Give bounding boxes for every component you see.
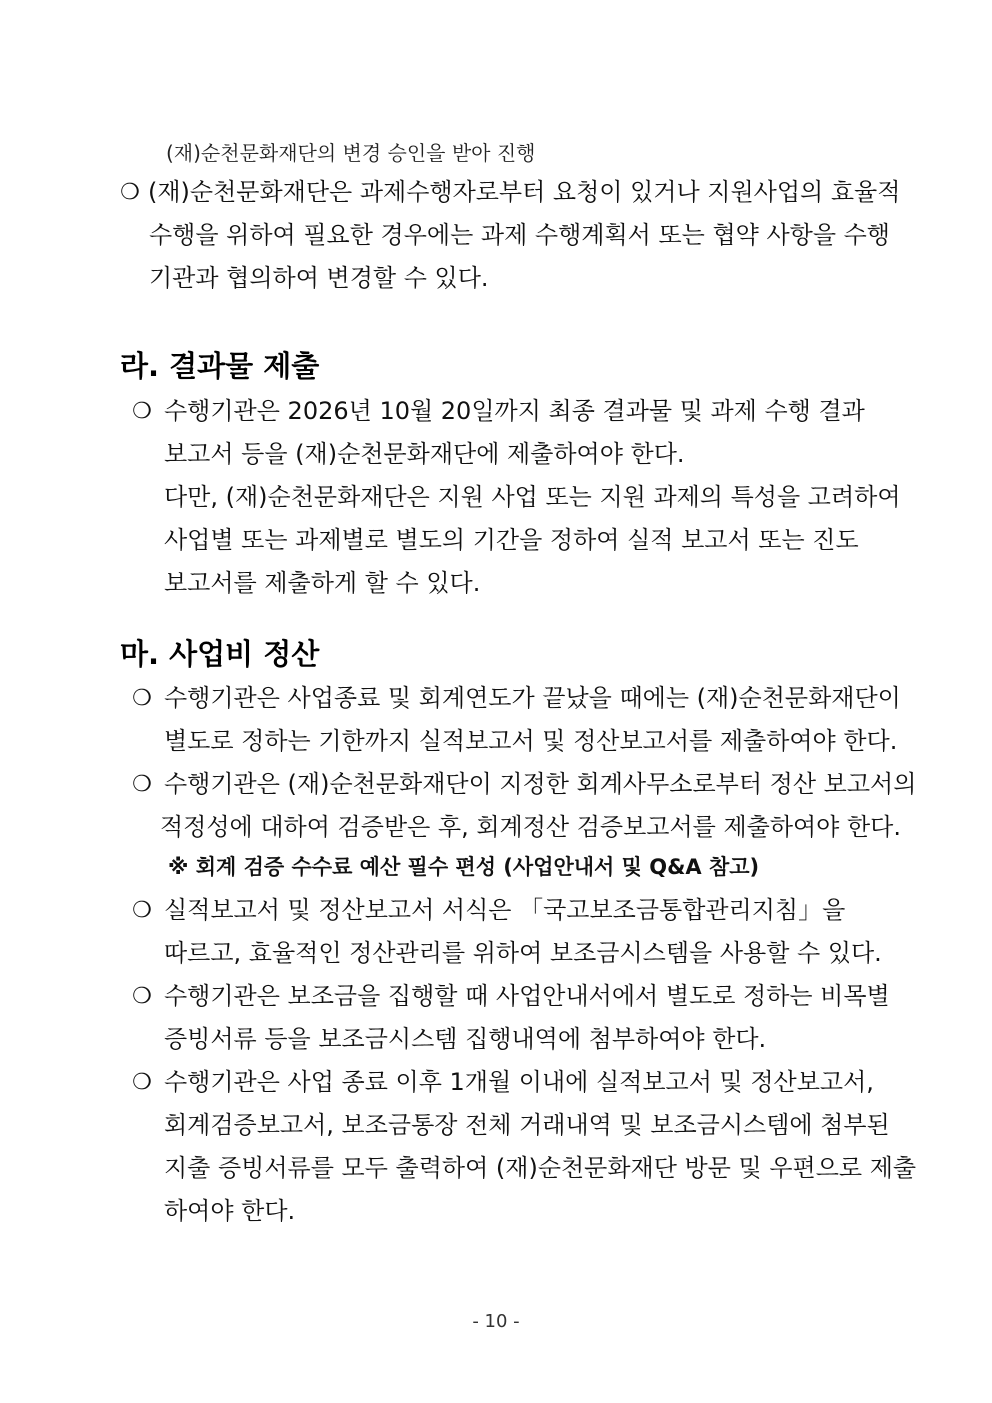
bullet-line: 수행을 위하여 필요한 경우에는 과제 수행계획서 또는 협약 사항을 수행 xyxy=(149,221,890,249)
bullet-line: 수행기관은 (재)순천문화재단이 지정한 회계사무소로부터 정산 보고서의 xyxy=(164,770,917,798)
bullet-line: (재)순천문화재단은 과제수행자로부터 요청이 있거나 지원사업의 효율적 xyxy=(148,178,901,206)
circle-bullet-icon: ❍ xyxy=(132,686,152,711)
bullet-line: 별도로 정하는 기한까지 실적보고서 및 정산보고서를 제출하여야 한다. xyxy=(164,727,898,755)
settlement-bullet-text xyxy=(164,677,901,763)
circle-bullet-icon: ❍ xyxy=(132,772,152,797)
bullet-line: 증빙서류 등을 보조금시스템 집행내역에 첨부하여야 한다. xyxy=(164,1025,767,1053)
bullet-line: 수행기관은 2026년 10월 20일까지 최종 결과물 및 과제 수행 결과 xyxy=(164,397,865,425)
bullet-line: 회계검증보고서, 보조금통장 전체 거래내역 및 보조금시스템에 첨부된 xyxy=(164,1111,890,1139)
page-number: - 10 - xyxy=(472,1311,520,1332)
circle-bullet-icon: ❍ xyxy=(132,898,152,923)
bullet-line: 보고서 등을 (재)순천문화재단에 제출하여야 한다. xyxy=(164,440,685,468)
settlement-bullet-text xyxy=(164,889,882,975)
bullet-line: 실적보고서 및 정산보고서 서식은 「국고보조금통합관리지침」을 xyxy=(164,896,846,924)
bullet-line: 수행기관은 보조금을 집행할 때 사업안내서에서 별도로 정하는 비목별 xyxy=(164,982,890,1010)
results-bullet-text xyxy=(164,390,901,605)
bullet-line: 수행기관은 사업 종료 이후 1개월 이내에 실적보고서 및 정산보고서, xyxy=(164,1068,874,1096)
circle-bullet-icon: ❍ xyxy=(132,1070,152,1095)
circle-bullet-icon: ❍ xyxy=(132,399,152,424)
bullet-line: 수행기관은 사업종료 및 회계연도가 끝났을 때에는 (재)순천문화재단이 xyxy=(164,684,901,712)
settlement-bullet-text xyxy=(160,763,917,849)
bullet-line: 기관과 협의하여 변경할 수 있다. xyxy=(149,264,489,292)
bullet-line: 다만, (재)순천문화재단은 지원 사업 또는 지원 과제의 특성을 고려하여 xyxy=(164,483,901,511)
bullet-line: 사업별 또는 과제별로 별도의 기간을 정하여 실적 보고서 또는 진도 xyxy=(164,526,859,554)
settlement-bullet-text xyxy=(164,1061,916,1233)
section-heading-settlement: 마. 사업비 정산 xyxy=(120,637,320,671)
accounting-fee-note: ※ 회계 검증 수수료 예산 필수 편성 (사업안내서 및 Q&A 참고) xyxy=(168,855,760,879)
bullet-line: 따르고, 효율적인 정산관리를 위하여 보조금시스템을 사용할 수 있다. xyxy=(164,939,882,967)
intro-bullet-text xyxy=(148,171,900,300)
bullet-line: 하여야 한다. xyxy=(164,1197,296,1225)
circle-bullet-icon: ❍ xyxy=(120,180,140,205)
bullet-line: 지출 증빙서류를 모두 출력하여 (재)순천문화재단 방문 및 우편으로 제출 xyxy=(164,1154,917,1182)
continuation-line: (재)순천문화재단의 변경 승인을 받아 진행 xyxy=(166,141,536,165)
settlement-bullet-text xyxy=(164,975,890,1061)
bullet-line: 적정성에 대하여 검증받은 후, 회계정산 검증보고서를 제출하여야 한다. xyxy=(160,813,901,841)
bullet-line: 보고서를 제출하게 할 수 있다. xyxy=(164,569,481,597)
circle-bullet-icon: ❍ xyxy=(132,984,152,1009)
section-heading-results: 라. 결과물 제출 xyxy=(120,349,320,383)
